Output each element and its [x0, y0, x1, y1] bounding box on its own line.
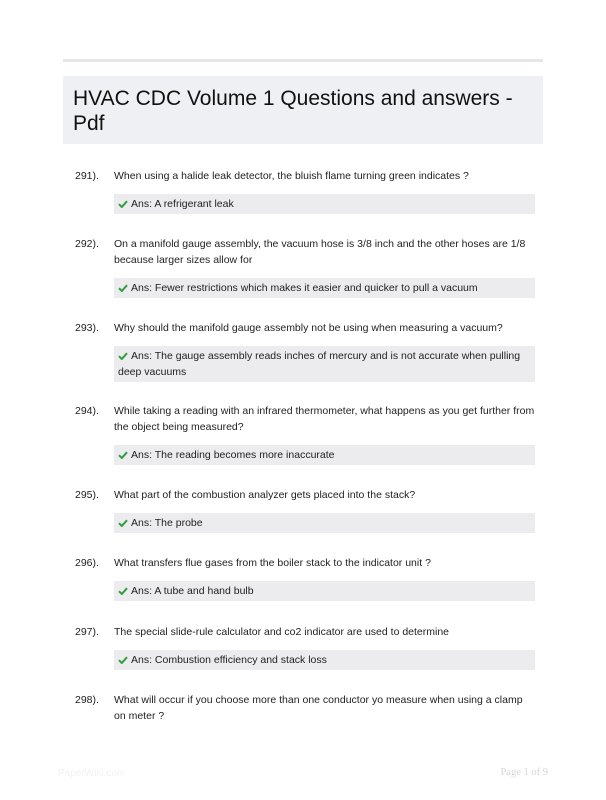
question-row [63, 236, 543, 268]
check-icon [118, 519, 128, 527]
answer-box [114, 513, 535, 533]
question-row [63, 487, 543, 503]
qa-item-293 [63, 320, 543, 382]
question-number: 292). [75, 238, 99, 250]
answer-text: Ans: The reading becomes more inaccurate [131, 449, 335, 461]
question-row [63, 624, 543, 640]
question-text: Why should the manifold gauge assembly not be using when measuring a vacuum? [114, 322, 503, 334]
question-number: 293). [75, 322, 99, 334]
answer-text: Ans: The probe [131, 517, 203, 529]
answer-box [114, 278, 535, 298]
check-icon [118, 200, 128, 208]
qa-item-297 [63, 624, 543, 670]
question-row [63, 168, 543, 184]
answer-text: Ans: A tube and hand bulb [131, 585, 254, 597]
question-number: 297). [75, 626, 99, 638]
check-icon [118, 352, 128, 360]
answer-text: Ans: A refrigerant leak [131, 198, 234, 210]
check-icon [118, 451, 128, 459]
question-number: 291). [75, 170, 99, 182]
page-title: HVAC CDC Volume 1 Questions and answers - Pdf [73, 87, 513, 135]
top-divider [63, 59, 543, 62]
answer-box [114, 346, 535, 382]
check-icon [118, 656, 128, 664]
answer-box [114, 650, 535, 670]
question-row [63, 555, 543, 571]
answer-text: Ans: Fewer restrictions which makes it easier and quicker to pull a vacuum [131, 282, 478, 294]
qa-item-296 [63, 555, 543, 601]
question-row [63, 320, 543, 336]
question-number: 298). [75, 694, 99, 706]
qa-item-291 [63, 168, 543, 214]
question-text: What part of the combustion analyzer gets placed into the stack? [114, 489, 416, 501]
check-icon [118, 284, 128, 292]
answer-text: Ans: Combustion efficiency and stack loss [131, 654, 327, 666]
answer-text: Ans: The gauge assembly reads inches of mercury and is not accurate when pulling deep vacuums [118, 350, 521, 378]
question-text: While taking a reading with an infrared thermometer, what happens as you get further from the object being measured? [114, 405, 535, 433]
question-number: 295). [75, 489, 99, 501]
qa-item-294 [63, 403, 543, 465]
question-number: 296). [75, 557, 99, 569]
title-banner [63, 76, 543, 144]
question-number: 294). [75, 405, 99, 417]
page-number: Page 1 of 9 [500, 767, 548, 778]
answer-box [114, 581, 535, 601]
question-text: What transfers flue gases from the boiler stack to the indicator unit ? [114, 557, 431, 569]
answer-box [114, 194, 535, 214]
qa-item-292 [63, 236, 543, 298]
qa-item-298 [63, 692, 543, 724]
check-icon [118, 587, 128, 595]
answer-box [114, 445, 535, 465]
footer-watermark: PaperWiki.com [58, 768, 126, 779]
question-row [63, 692, 543, 724]
question-row [63, 403, 543, 435]
question-text: When using a halide leak detector, the bluish flame turning green indicates ? [114, 170, 469, 182]
question-text: What will occur if you choose more than one conductor yo measure when using a clamp on meter ? [114, 694, 523, 722]
qa-item-295 [63, 487, 543, 533]
question-text: The special slide-rule calculator and co2 indicator are used to determine [114, 626, 450, 638]
question-text: On a manifold gauge assembly, the vacuum hose is 3/8 inch and the other hoses are 1/8 because larger sizes allow for [114, 238, 526, 266]
